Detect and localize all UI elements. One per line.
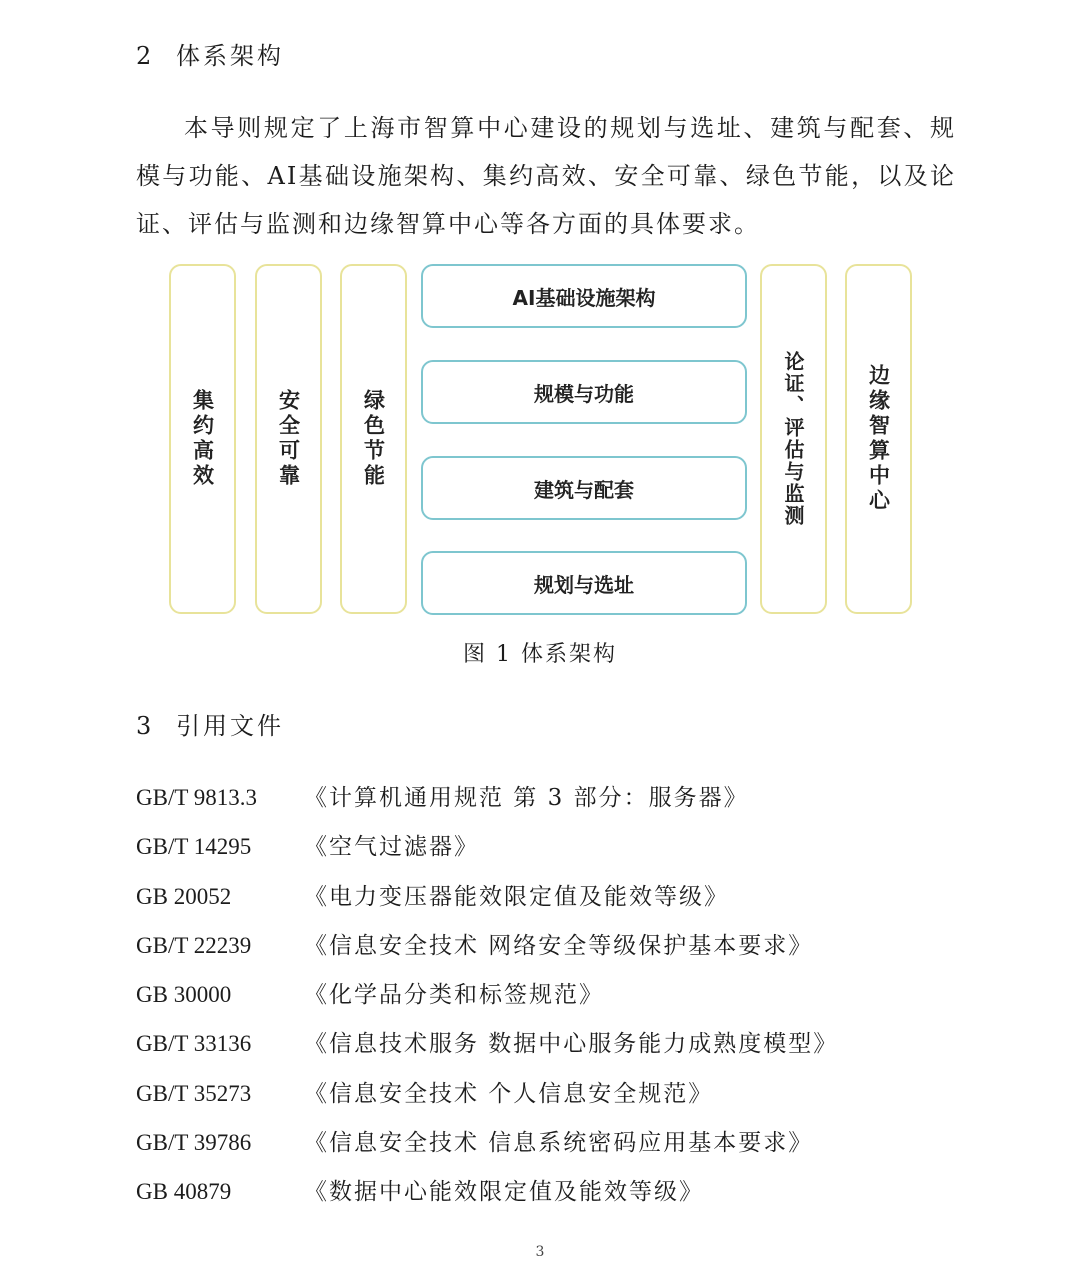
standard-code: GB/T 39786 — [136, 1130, 252, 1156]
standard-title: 《计算机通用规范 第 3 部分：服务器》 — [304, 785, 749, 811]
reference-item — [136, 782, 838, 831]
reference-item — [136, 979, 838, 1028]
standard-title: 《化学品分类和标签规范》 — [304, 982, 604, 1009]
standard-code: GB/T 35273 — [136, 1080, 252, 1106]
standard-title: 《数据中心能效限定值及能效等级》 — [304, 1179, 704, 1206]
standard-title: 《信息安全技术 个人信息安全规范》 — [304, 1080, 714, 1107]
section-number: 3 — [136, 712, 152, 740]
standard-title: 《信息技术服务 数据中心服务能力成熟度模型》 — [304, 1031, 839, 1058]
layer-label: 建筑与配套 — [534, 477, 634, 502]
standard-code: GB/T 22239 — [136, 932, 252, 958]
intro-paragraph: 本导则规定了上海市智算中心建设的规划与选址、建筑与配套、规模与功能、AI基础设施架构、集约高效、安全可靠、绿色节能，以及论证、评估与监测和边缘智算中心等各方面的具体要求。 — [136, 114, 956, 238]
pillar-box-security — [255, 264, 322, 614]
reference-item — [136, 1127, 838, 1176]
page-number: 3 — [535, 1244, 545, 1260]
section-number: 2 — [136, 42, 152, 70]
standard-title: 《空气过滤器》 — [304, 834, 479, 861]
layer-box-site — [421, 551, 747, 615]
layer-box-scale — [421, 360, 747, 424]
pillar-label: 安全可靠 — [276, 389, 301, 489]
standard-code: GB 40879 — [136, 1179, 232, 1205]
reference-item — [136, 831, 838, 880]
standard-code: GB 20052 — [136, 883, 232, 909]
reference-list — [136, 782, 838, 1226]
standard-code: GB/T 9813.3 — [136, 785, 257, 810]
reference-item — [136, 1176, 838, 1225]
pillar-box-assessment — [760, 264, 827, 614]
layer-label: 规模与功能 — [534, 381, 634, 406]
reference-item — [136, 881, 838, 930]
standard-title: 《信息安全技术 信息系统密码应用基本要求》 — [304, 1130, 814, 1157]
figure-caption: 图 1 体系架构 — [463, 642, 617, 667]
pillar-label: 集约高效 — [190, 389, 215, 489]
layer-label: 规划与选址 — [534, 572, 634, 597]
pillar-label: 边缘智算中心 — [866, 364, 891, 514]
standard-code: GB/T 14295 — [136, 834, 252, 860]
section-2-heading — [136, 40, 284, 72]
pillar-box-green — [340, 264, 407, 614]
pillar-box-efficiency — [169, 264, 236, 614]
pillar-box-edge — [845, 264, 912, 614]
standard-code: GB 30000 — [136, 982, 232, 1008]
reference-item — [136, 1028, 838, 1077]
standard-title: 《信息安全技术 网络安全等级保护基本要求》 — [304, 932, 814, 959]
section-title: 引用文件 — [176, 712, 284, 740]
reference-item — [136, 930, 838, 979]
standard-title: 《电力变压器能效限定值及能效等级》 — [304, 883, 729, 910]
layer-box-building — [421, 456, 747, 520]
section-title: 体系架构 — [176, 42, 284, 70]
section-3-heading — [136, 710, 284, 742]
standard-code: GB/T 33136 — [136, 1031, 252, 1057]
layer-label: AI基础设施架构 — [512, 285, 656, 310]
pillar-label: 绿色节能 — [361, 389, 386, 489]
pillar-label: 论证、评估与监测 — [781, 351, 805, 527]
reference-item — [136, 1078, 838, 1127]
layer-box-ai-infrastructure — [421, 264, 747, 328]
